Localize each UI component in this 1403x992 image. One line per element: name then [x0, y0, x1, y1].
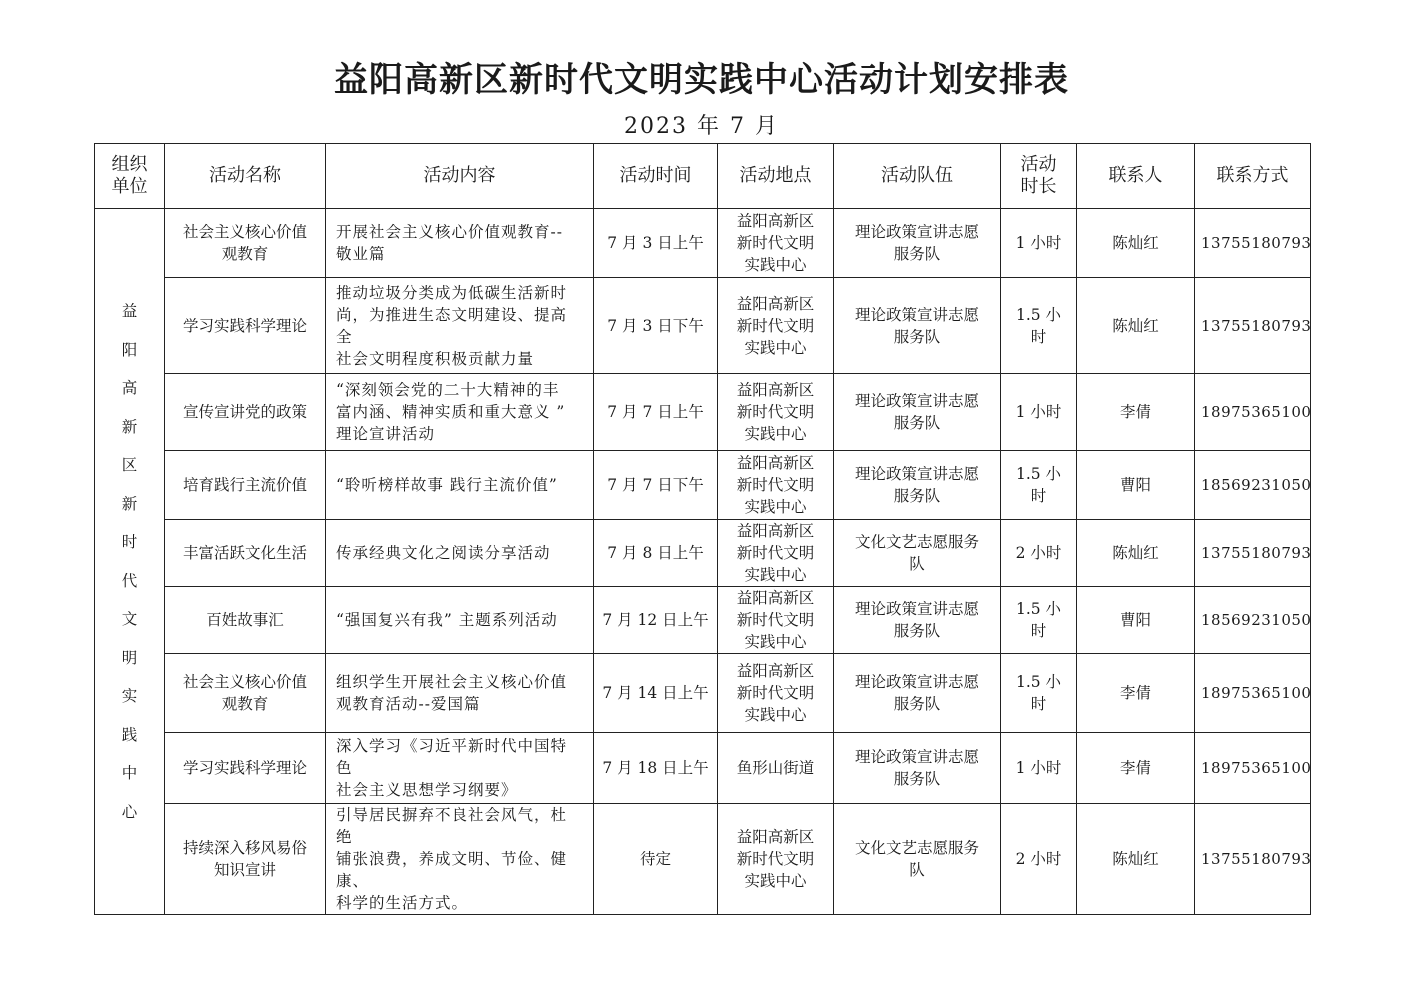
cell-time: 7 月 7 日上午: [594, 374, 718, 451]
cell-content: “聆听榜样故事 践行主流价值”: [326, 451, 594, 520]
cell-contact: 陈灿红: [1077, 520, 1195, 587]
cell-place: 益阳高新区 新时代文明 实践中心: [718, 209, 834, 278]
cell-content: 深入学习《习近平新时代中国特色 社会主义思想学习纲要》: [326, 733, 594, 804]
cell-place: 益阳高新区 新时代文明 实践中心: [718, 804, 834, 915]
cell-duration: 1 小时: [1001, 209, 1077, 278]
header-time: 活动时间: [594, 144, 718, 209]
cell-duration: 1.5 小 时: [1001, 451, 1077, 520]
activity-table: [94, 143, 1311, 915]
cell-place: 益阳高新区 新时代文明 实践中心: [718, 654, 834, 733]
cell-duration: 2 小时: [1001, 804, 1077, 915]
cell-phone: 18569231050: [1195, 587, 1311, 654]
cell-team: 理论政策宣讲志愿 服务队: [834, 278, 1001, 374]
cell-time: 7 月 7 日下午: [594, 451, 718, 520]
cell-name: 学习实践科学理论: [165, 278, 326, 374]
header-content: 活动内容: [326, 144, 594, 209]
cell-content: 传承经典文化之阅读分享活动: [326, 520, 594, 587]
cell-place: 益阳高新区 新时代文明 实践中心: [718, 451, 834, 520]
cell-time: 7 月 8 日上午: [594, 520, 718, 587]
cell-team: 理论政策宣讲志愿 服务队: [834, 374, 1001, 451]
cell-content: 推动垃圾分类成为低碳生活新时 尚，为推进生态文明建设、提高全 社会文明程度积极贡献力量: [326, 278, 594, 374]
header-org: 组织 单位: [95, 144, 165, 209]
cell-phone: 13755180793: [1195, 209, 1311, 278]
cell-content: 组织学生开展社会主义核心价值 观教育活动--爱国篇: [326, 654, 594, 733]
table-row: [95, 278, 1311, 374]
table-row: [95, 654, 1311, 733]
page-title: 益阳高新区新时代文明实践中心活动计划安排表: [334, 60, 1069, 100]
cell-name: 社会主义核心价值 观教育: [165, 654, 326, 733]
cell-contact: 李倩: [1077, 733, 1195, 804]
table-row: [95, 209, 1311, 278]
table-row: [95, 374, 1311, 451]
header-team: 活动队伍: [834, 144, 1001, 209]
table-row: [95, 520, 1311, 587]
cell-team: 理论政策宣讲志愿 服务队: [834, 451, 1001, 520]
cell-duration: 2 小时: [1001, 520, 1077, 587]
cell-contact: 曹阳: [1077, 587, 1195, 654]
header-name: 活动名称: [165, 144, 326, 209]
cell-contact: 李倩: [1077, 374, 1195, 451]
cell-phone: 13755180793: [1195, 278, 1311, 374]
cell-time: 7 月 18 日上午: [594, 733, 718, 804]
table-row: [95, 587, 1311, 654]
cell-team: 理论政策宣讲志愿 服务队: [834, 733, 1001, 804]
cell-place: 益阳高新区 新时代文明 实践中心: [718, 278, 834, 374]
cell-contact: 曹阳: [1077, 451, 1195, 520]
cell-team: 理论政策宣讲志愿 服务队: [834, 654, 1001, 733]
cell-contact: 陈灿红: [1077, 278, 1195, 374]
cell-place: 益阳高新区 新时代文明 实践中心: [718, 374, 834, 451]
cell-phone: 18975365100: [1195, 374, 1311, 451]
cell-name: 持续深入移风易俗 知识宣讲: [165, 804, 326, 915]
header-phone: 联系方式: [1195, 144, 1311, 209]
org-unit-cell: 益 阳 高 新 区 新 时 代 文 明 实 践 中 心: [95, 209, 165, 915]
cell-duration: 1.5 小 时: [1001, 654, 1077, 733]
cell-content: “强国复兴有我” 主题系列活动: [326, 587, 594, 654]
cell-name: 宣传宣讲党的政策: [165, 374, 326, 451]
cell-time: 7 月 14 日上午: [594, 654, 718, 733]
cell-phone: 13755180793: [1195, 520, 1311, 587]
cell-phone: 18975365100: [1195, 733, 1311, 804]
cell-phone: 13755180793: [1195, 804, 1311, 915]
cell-content: “深刻领会党的二十大精神的丰 富内涵、精神实质和重大意义 ” 理论宣讲活动: [326, 374, 594, 451]
cell-name: 培育践行主流价值: [165, 451, 326, 520]
header-duration: 活动 时长: [1001, 144, 1077, 209]
header-contact: 联系人: [1077, 144, 1195, 209]
cell-duration: 1.5 小 时: [1001, 278, 1077, 374]
cell-content: 引导居民摒弃不良社会风气，杜绝 铺张浪费，养成文明、节俭、健康、 科学的生活方式。: [326, 804, 594, 915]
page-subtitle: 2023 年 7 月: [624, 114, 779, 139]
cell-name: 百姓故事汇: [165, 587, 326, 654]
cell-duration: 1 小时: [1001, 374, 1077, 451]
cell-time: 7 月 12 日上午: [594, 587, 718, 654]
cell-place: 益阳高新区 新时代文明 实践中心: [718, 587, 834, 654]
header-row: [95, 144, 1311, 209]
cell-name: 丰富活跃文化生活: [165, 520, 326, 587]
table-row: [95, 733, 1311, 804]
cell-contact: 陈灿红: [1077, 209, 1195, 278]
cell-phone: 18569231050: [1195, 451, 1311, 520]
cell-place: 益阳高新区 新时代文明 实践中心: [718, 520, 834, 587]
cell-time: 7 月 3 日上午: [594, 209, 718, 278]
cell-duration: 1 小时: [1001, 733, 1077, 804]
cell-team: 理论政策宣讲志愿 服务队: [834, 587, 1001, 654]
cell-name: 学习实践科学理论: [165, 733, 326, 804]
header-place: 活动地点: [718, 144, 834, 209]
cell-content: 开展社会主义核心价值观教育-- 敬业篇: [326, 209, 594, 278]
cell-time: 待定: [594, 804, 718, 915]
cell-duration: 1.5 小 时: [1001, 587, 1077, 654]
cell-phone: 18975365100: [1195, 654, 1311, 733]
cell-contact: 陈灿红: [1077, 804, 1195, 915]
cell-contact: 李倩: [1077, 654, 1195, 733]
cell-team: 文化文艺志愿服务 队: [834, 804, 1001, 915]
cell-team: 理论政策宣讲志愿 服务队: [834, 209, 1001, 278]
cell-time: 7 月 3 日下午: [594, 278, 718, 374]
cell-place: 鱼形山街道: [718, 733, 834, 804]
cell-name: 社会主义核心价值 观教育: [165, 209, 326, 278]
table-row: [95, 451, 1311, 520]
table-row: [95, 804, 1311, 915]
cell-team: 文化文艺志愿服务 队: [834, 520, 1001, 587]
